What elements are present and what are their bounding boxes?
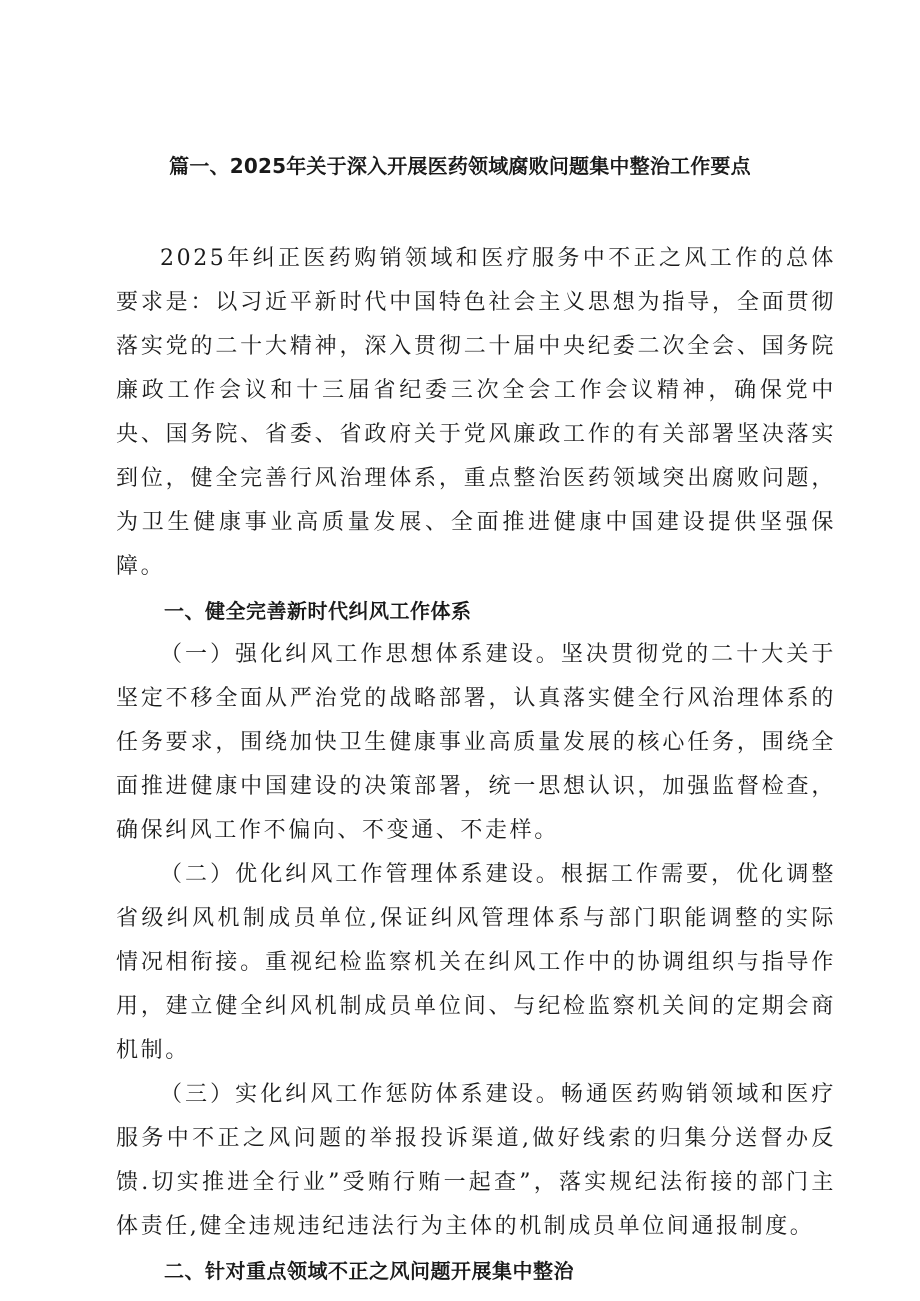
section-1-heading: 一、健全完善新时代纠风工作体系	[164, 599, 472, 623]
section-1-paragraph-3: （三）实化纠风工作惩防体系建设。畅通医药购销领域和医疗服务中不正之风问题的举报投诉渠道,做好线索的归集分送督办反馈.切实推进全行业”受贿行贿一起查”，落实规纪法衔接的部门主体责任,健全违规违纪违法行为主体的机制成员单位间通报制度。	[116, 1082, 836, 1239]
section-2-heading: 二、针对重点领域不正之风问题开展集中整治	[164, 1259, 574, 1283]
document-body	[116, 237, 836, 1293]
section-1-paragraph-2: （二）优化纠风工作管理体系建设。根据工作需要，优化调整省级纠风机制成员单位,保证纠风管理体系与部门职能调整的实际情况相衔接。重视纪检监察机关在纠风工作中的协调组织与指导作用，建立健全纠风机制成员单位间、与纪检监察机关间的定期会商机制。	[116, 862, 836, 1063]
intro-paragraph: 2025年纠正医药购销领域和医疗服务中不正之风工作的总体要求是：以习近平新时代中国特色社会主义思想为指导，全面贯彻落实党的二十大精神，深入贯彻二十届中央纪委二次全会、国务院廉政工作会议和十三届省纪委三次全会工作会议精神，确保党中央、国务院、省委、省政府关于党风廉政工作的有关部署坚决落实到位，健全完善行风治理体系，重点整治医药领域突出腐败问题，为卫生健康事业高质量发展、全面推进健康中国建设提供坚强保障。	[116, 246, 836, 579]
section-1-paragraph-1: （一）强化纠风工作思想体系建设。坚决贯彻党的二十大关于坚定不移全面从严治党的战略部署，认真落实健全行风治理体系的任务要求，围绕加快卫生健康事业高质量发展的核心任务，围绕全面推进健康中国建设的决策部署，统一思想认识，加强监督检查，确保纠风工作不偏向、不变通、不走样。	[116, 642, 836, 843]
document-title: 篇一、2025年关于深入开展医药领域腐败问题集中整治工作要点	[169, 154, 751, 178]
